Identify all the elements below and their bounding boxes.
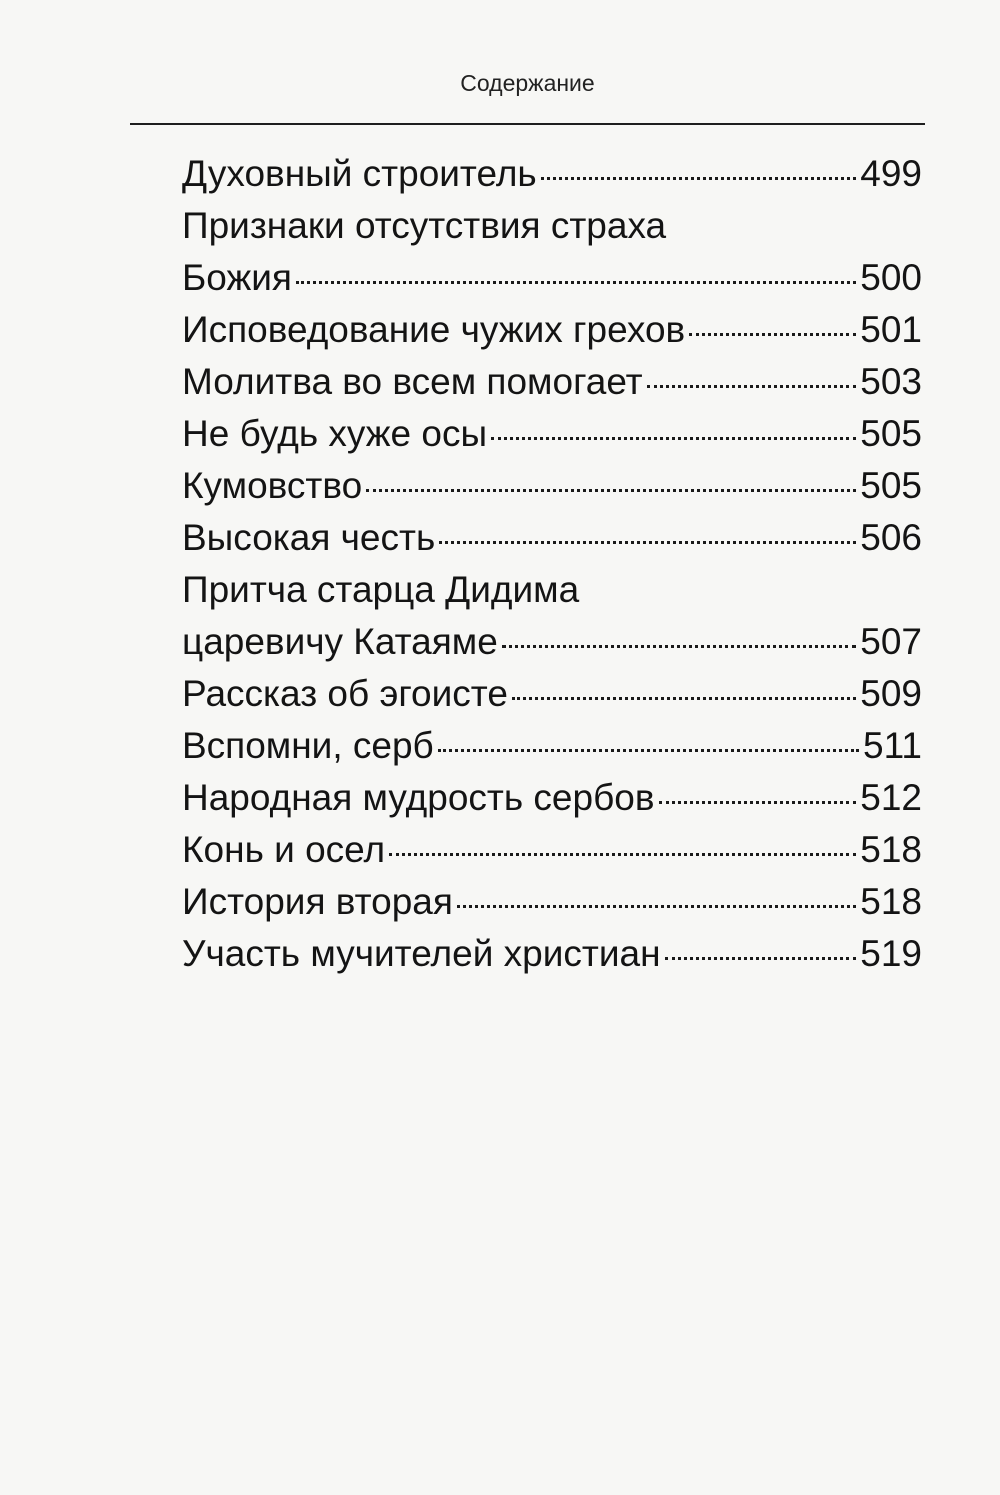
toc-entry (182, 200, 922, 304)
header-rule (130, 123, 925, 125)
dot-leader (689, 333, 856, 336)
toc-entry-page-number: 500 (860, 257, 922, 298)
toc-entry-line (182, 772, 922, 824)
dot-leader (659, 801, 857, 804)
toc-entry (182, 148, 922, 200)
toc-entry-line (182, 200, 922, 252)
toc-entry-line (182, 252, 922, 304)
toc-entry-line (182, 148, 922, 200)
dot-leader (457, 905, 856, 908)
table-of-contents (182, 148, 922, 980)
toc-entry-title: Духовный строитель (182, 153, 537, 194)
toc-entry-line (182, 928, 922, 980)
toc-entry-title: Молитва во всем помогает (182, 361, 643, 402)
toc-entry-page-number: 499 (860, 153, 922, 194)
toc-entry-title: Высокая честь (182, 517, 436, 558)
toc-entry-title: Не будь хуже осы (182, 413, 488, 454)
dot-leader (438, 749, 859, 752)
toc-entry-title: Рассказ об эгоисте (182, 673, 508, 714)
toc-entry-page-number: 519 (860, 933, 922, 974)
dot-leader (502, 645, 856, 648)
toc-entry-line (182, 720, 922, 772)
toc-entry-page-number: 507 (860, 621, 922, 662)
toc-entry-line (182, 304, 922, 356)
toc-entry-page-number: 505 (860, 413, 922, 454)
toc-entry-title: Божия (182, 257, 292, 298)
dot-leader (366, 489, 856, 492)
dot-leader (541, 177, 857, 180)
toc-entry-title: Участь мучителей христиан (182, 933, 661, 974)
toc-entry-page-number: 518 (860, 881, 922, 922)
dot-leader (647, 385, 857, 388)
toc-entry-line (182, 408, 922, 460)
toc-entry (182, 564, 922, 668)
toc-entry-line (182, 512, 922, 564)
toc-entry-title: Притча старца Дидима (182, 569, 580, 610)
toc-entry-title: Признаки отсутствия страха (182, 205, 667, 246)
toc-entry-line (182, 616, 922, 668)
dot-leader (665, 957, 857, 960)
toc-entry (182, 668, 922, 720)
toc-entry-title: Исповедование чужих грехов (182, 309, 686, 350)
toc-entry-page-number: 511 (863, 725, 922, 766)
toc-entry-page-number: 506 (860, 517, 922, 558)
toc-entry-page-number: 518 (860, 829, 922, 870)
toc-entry-line (182, 668, 922, 720)
toc-entry (182, 928, 922, 980)
toc-entry (182, 356, 922, 408)
toc-entry-line (182, 564, 922, 616)
running-head: Содержание (460, 70, 595, 96)
toc-entry-line (182, 876, 922, 928)
toc-entry-title: Народная мудрость сербов (182, 777, 655, 818)
toc-entry-page-number: 512 (860, 777, 922, 818)
toc-entry-page-number: 503 (860, 361, 922, 402)
toc-entry-page-number: 501 (860, 309, 922, 350)
toc-entry (182, 876, 922, 928)
dot-leader (512, 697, 856, 700)
toc-entry (182, 304, 922, 356)
toc-entry-title: царевичу Катаяме (182, 621, 498, 662)
toc-entry (182, 512, 922, 564)
toc-entry-line (182, 824, 922, 876)
toc-entry-page-number: 509 (860, 673, 922, 714)
toc-entry-title: Конь и осел (182, 829, 386, 870)
toc-entry-page-number: 505 (860, 465, 922, 506)
dot-leader (389, 853, 856, 856)
toc-entry-title: История вторая (182, 881, 453, 922)
toc-entry-title: Вспомни, серб (182, 725, 434, 766)
toc-entry (182, 772, 922, 824)
dot-leader (491, 437, 856, 440)
toc-entry-line (182, 356, 922, 408)
toc-entry (182, 720, 922, 772)
dot-leader (439, 541, 856, 544)
dot-leader (296, 281, 856, 284)
toc-entry (182, 824, 922, 876)
toc-entry (182, 408, 922, 460)
toc-entry (182, 460, 922, 512)
toc-entry-line (182, 460, 922, 512)
toc-entry-title: Кумовство (182, 465, 363, 506)
